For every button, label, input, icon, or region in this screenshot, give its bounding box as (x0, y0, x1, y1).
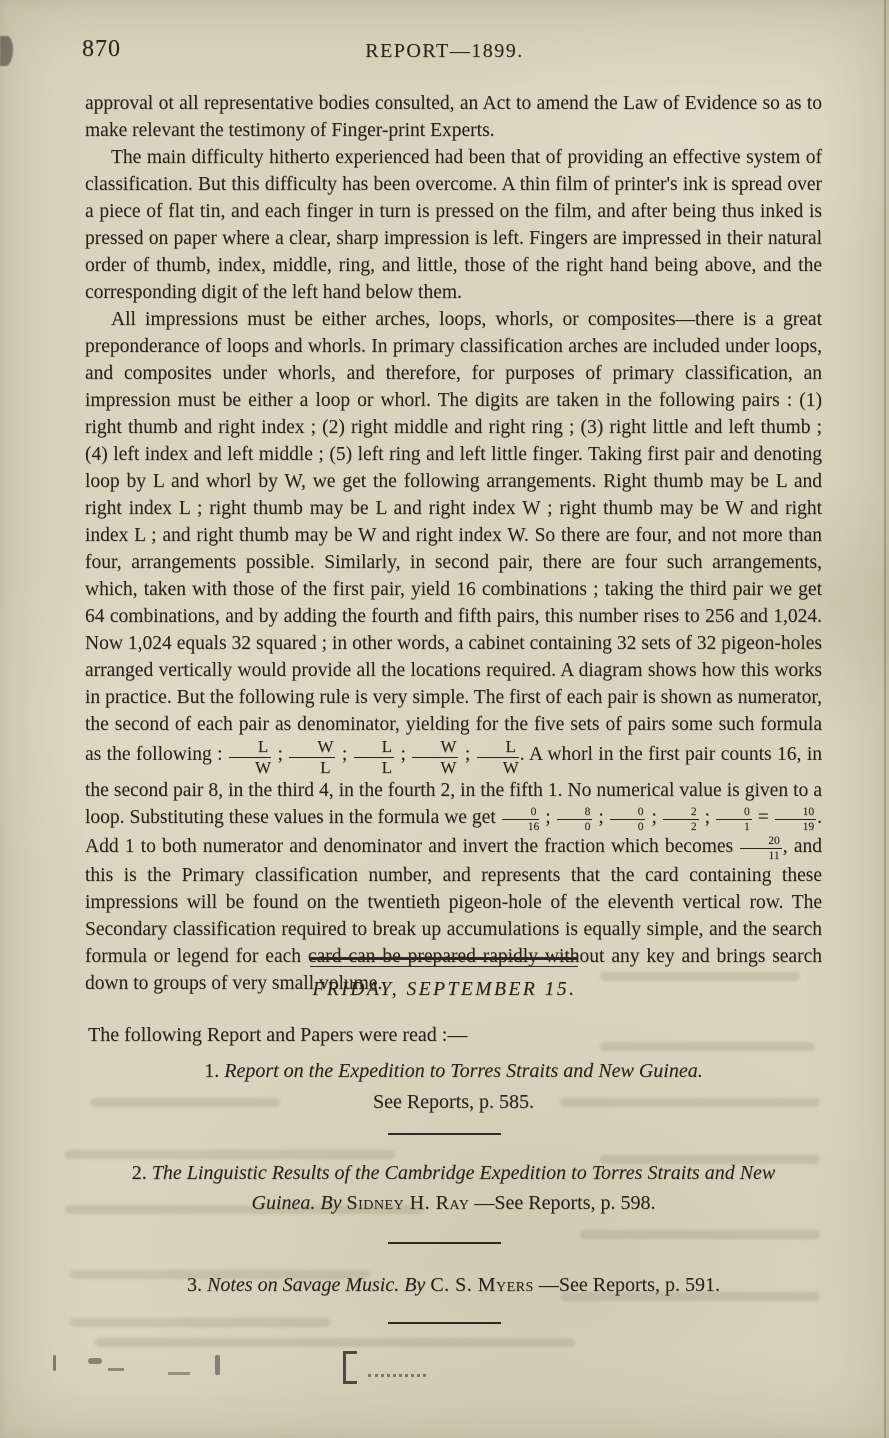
ink-bracket-mark (343, 1351, 357, 1384)
paragraph-classification-method: The main difficulty hitherto experienced had been that of providing an effective system of classification. But this difficulty has been overcome. A thin film of printer's ink is spread over a piece of flat tin, and each finger in turn is pressed on the film, and after being thus inked is pressed on paper where a clear, sharp impression is left. Fingers are impressed in their natural order of thumb, index, middle, ring, and little, those of the right hand being above, and the corresponding digit of the left hand below them. (85, 147, 822, 303)
paragraph-evidence-act: approval ot all representative bodies consulted, an Act to amend the Law of Evidence so as to make relevant the testimony of Finger-print Experts. (85, 93, 822, 141)
paper-title: The Linguistic Results of the Cambridge Expedition to Torres Straits and New Guinea. (151, 1162, 776, 1214)
ink-smudge (368, 1374, 426, 1377)
paragraph-classification-system: All impressions must be either arches, loops, whorls, or composites—there is a great preponderance of loops and whorls. In primary classification arches are included under loops, and composites under whorls, and therefore, for purposes of primary classification, an impression must be either a loop or whorl. The digits are taken in the following pairs : (1) right thumb and right index ; (2) right middle and right ring ; (3) right little and left thumb ; (4) left index and left middle ; (5) left ring and left little finger. Taking first pair and denoting loop by L and whorl by W, we get the following arrangements. Right thumb may be L and right index L ; right thumb may be L and right index W ; right thumb may be W and right index L ; and right thumb may be W and right index W. So there are four, and not more than four, arrangements possible. Similarly, in second pair, there are four such arrangements, which, taken with those of the first pair, yield 16 combinations ; taking the third pair we get 64 combinations, and by adding the fourth and fifth pairs, this number rises to 256 and 1,024. Now 1,024 equals 32 squared ; in other words, a cabinet containing 32 sets of 32 pigeon-holes arranged vertically would provide all the locations required. A diagram shows how this works in practice. But the following rule is very simple. The first of each pair is shown as numerator, the second of each pair as denominator, yielding for the five sets of pairs some such formula as the following : $\frac{L}{W}$ ; $\frac{W}{L}$ ; $\frac{L}{L}$ ; $\frac{W}{W}$ ; $\frac{L}{W}$ . A whorl in the first pair counts 16, in the second pair 8, in the third 4, in the fourth 2, in the fifth 1. No numerical value is given to a loop. Substituting these values in the formula we get $\frac{0}{16}$ ; $\frac{8}{0}$ ; $\frac{0}{0}$ ; $\frac{2}{2}$ ; $\frac{0}{1}$ = $\frac{10}{19}$ . Add 1 to both numerator and denominator and invert the fraction which becomes $\frac{20}{11}$ , and this is the Primary classification number, and represents that the card containing these impressions will be found on the twentieth pigeon-hole of the eleventh vertical row. The Secondary classification required to break up accumulations is equally simple, and the search formula or legend for each card can be prepared rapidly without any key and brings search down to groups of very small volume. (85, 309, 823, 994)
fraction: $\frac{0}{16}$ (502, 806, 540, 833)
bleed-through-mark (600, 1042, 815, 1051)
bleed-through-mark (95, 1338, 575, 1347)
fraction: $\frac{0}{1}$ (716, 806, 752, 833)
paper-reference: —See Reports, p. 591. (538, 1274, 720, 1296)
paper-by-label: By (404, 1274, 426, 1296)
ink-smudge (168, 1372, 190, 1375)
running-header: REPORT—1899. (365, 40, 524, 62)
paper-item-1 (85, 1056, 822, 1118)
ink-smudge (108, 1368, 124, 1371)
paper-number: 3. (187, 1274, 203, 1296)
ink-smudge (215, 1355, 220, 1375)
fraction: $\frac{L}{W}$ (229, 738, 271, 777)
double-rule-divider (310, 957, 578, 967)
fraction: $\frac{8}{0}$ (557, 806, 593, 833)
fraction: $\frac{L}{W}$ (477, 738, 519, 777)
paper-title: Notes on Savage Music. (207, 1274, 400, 1296)
session-heading: FRIDAY, SEPTEMBER 15. (312, 979, 577, 1000)
paper-author: Sidney H. Ray (346, 1192, 470, 1214)
bleed-through-mark (580, 1230, 820, 1239)
paper-number: 2. (131, 1162, 147, 1184)
paper-by-label: By (320, 1192, 342, 1214)
fraction: $\frac{10}{19}$ (775, 806, 817, 833)
fraction: $\frac{W}{L}$ (289, 738, 335, 777)
fraction: $\frac{2}{2}$ (663, 806, 699, 833)
fraction: $\frac{0}{0}$ (610, 806, 646, 833)
ink-smudge (88, 1358, 102, 1364)
short-rule-divider (388, 1242, 501, 1244)
paper-author: C. S. Myers (430, 1274, 534, 1296)
ink-smudge (53, 1355, 56, 1371)
paper-item-2 (100, 1158, 807, 1218)
short-rule-divider (388, 1133, 501, 1135)
short-rule-divider (388, 1322, 501, 1324)
fraction: $\frac{20}{11}$ (740, 835, 782, 862)
page-number: 870 (82, 36, 121, 62)
papers-intro-line: The following Report and Papers were read :— (88, 1024, 468, 1046)
fraction: $\frac{W}{W}$ (412, 738, 458, 777)
page-crease (884, 0, 886, 1438)
body-text-column (85, 90, 822, 997)
bleed-through-mark (70, 1318, 330, 1327)
paper-reference: See Reports, p. 585. (372, 1091, 535, 1113)
paper-item-3 (85, 1274, 822, 1297)
paper-title: Report on the Expedition to Torres Straits and New Guinea. (224, 1060, 703, 1082)
paper-number: 1. (204, 1060, 220, 1082)
paper-reference: —See Reports, p. 598. (474, 1192, 656, 1214)
fraction: $\frac{L}{L}$ (354, 738, 394, 777)
